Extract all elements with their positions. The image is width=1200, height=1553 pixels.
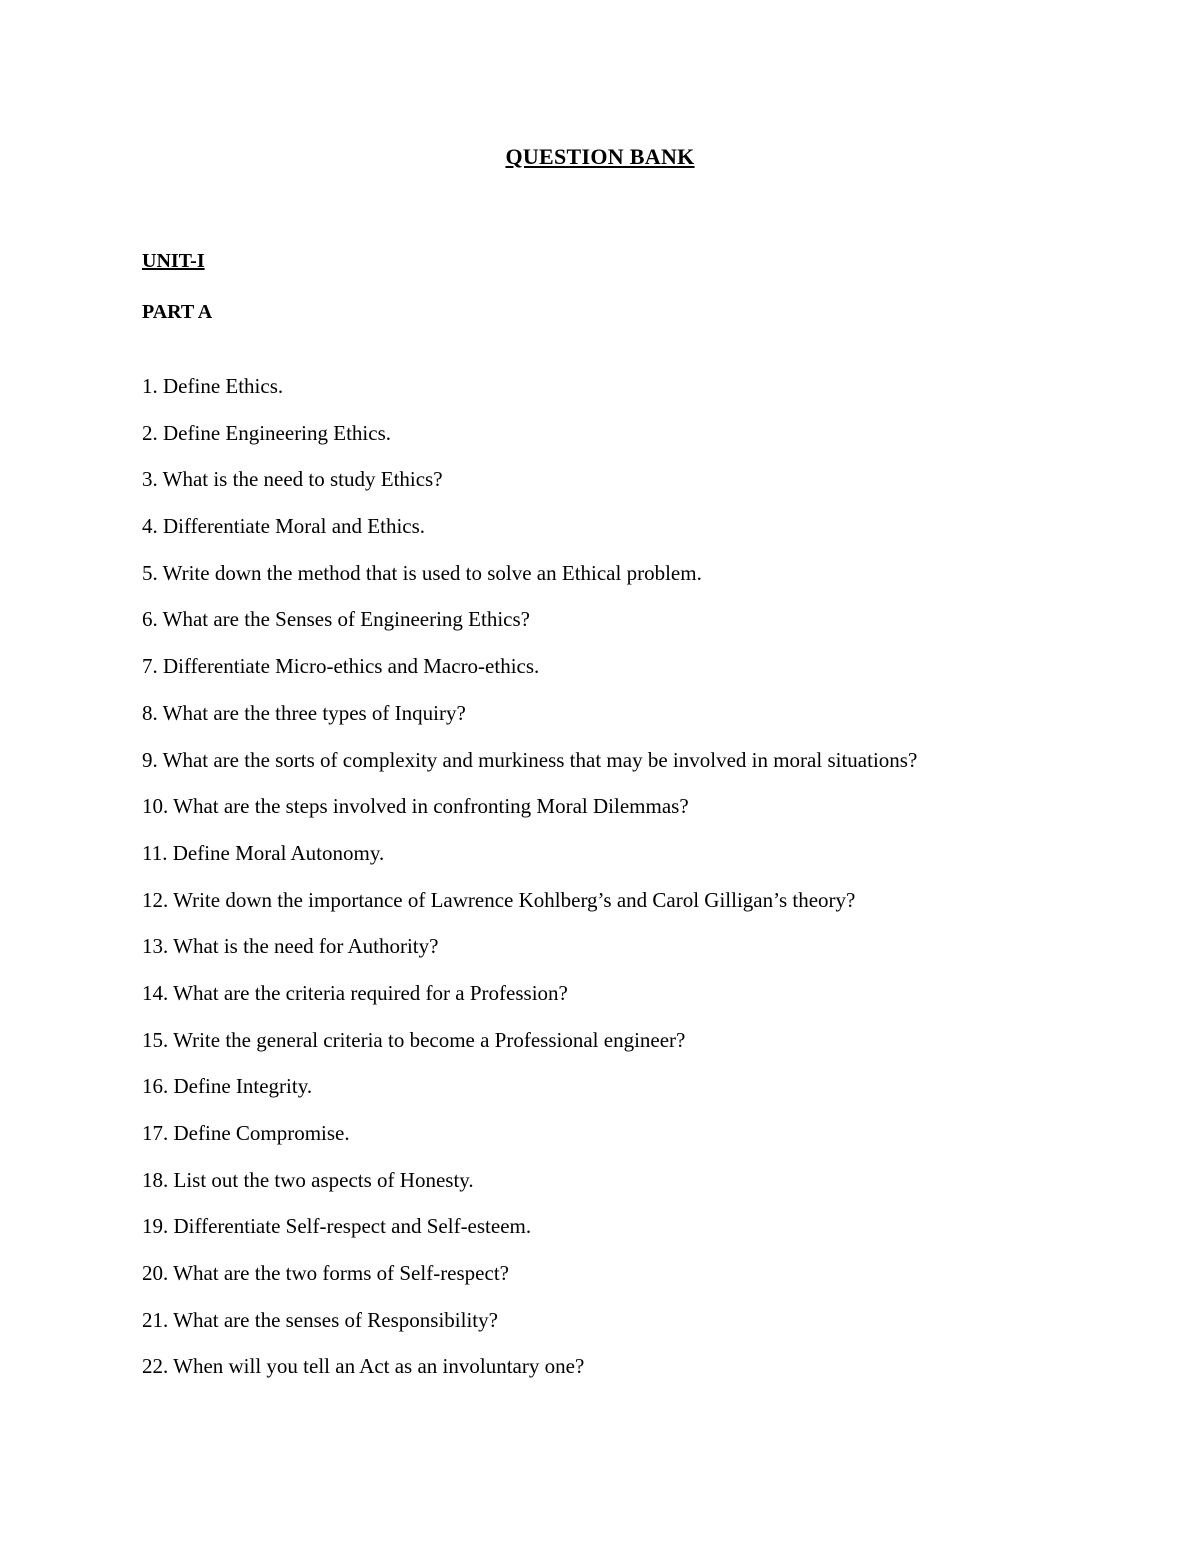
question-item: 4. Differentiate Moral and Ethics. (142, 514, 426, 539)
unit-heading: UNIT-I (142, 250, 205, 272)
question-item: 22. When will you tell an Act as an involuntary one? (142, 1354, 585, 1379)
question-item: 1. Define Ethics. (142, 374, 284, 398)
question-item: 7. Differentiate Micro-ethics and Macro-ethics. (142, 654, 540, 679)
question-list (142, 372, 1142, 1399)
question-item: 14. What are the criteria required for a Profession? (142, 980, 568, 1005)
question-item: 12. Write down the importance of Lawrence Kohlberg’s and Carol Gilligan’s theory? (142, 887, 856, 912)
question-item: 19. Differentiate Self-respect and Self-esteem. (142, 1214, 532, 1239)
question-item: 2. Define Engineering Ethics. (142, 420, 392, 445)
question-item: 6. What are the Senses of Engineering Ethics? (142, 607, 530, 632)
question-item: 20. What are the two forms of Self-respect? (142, 1261, 509, 1286)
question-item: 5. Write down the method that is used to solve an Ethical problem. (142, 560, 702, 585)
question-item: 3. What is the need to study Ethics? (142, 467, 443, 492)
page-title: QUESTION BANK (505, 144, 695, 169)
question-item: 11. Define Moral Autonomy. (142, 840, 385, 865)
question-item: 8. What are the three types of Inquiry? (142, 700, 466, 725)
part-heading: PART A (142, 301, 213, 323)
question-item: 18. List out the two aspects of Honesty. (142, 1167, 474, 1192)
question-item: 10. What are the steps involved in confronting Moral Dilemmas? (142, 794, 689, 819)
question-item: 17. Define Compromise. (142, 1121, 350, 1145)
question-item: 13. What is the need for Authority? (142, 934, 439, 959)
question-item: 16. Define Integrity. (142, 1074, 313, 1099)
question-item: 21. What are the senses of Responsibility? (142, 1307, 498, 1332)
question-item: 9. What are the sorts of complexity and murkiness that may be involved in moral situations? (142, 747, 918, 772)
question-item: 15. Write the general criteria to become a Professional engineer? (142, 1027, 686, 1052)
